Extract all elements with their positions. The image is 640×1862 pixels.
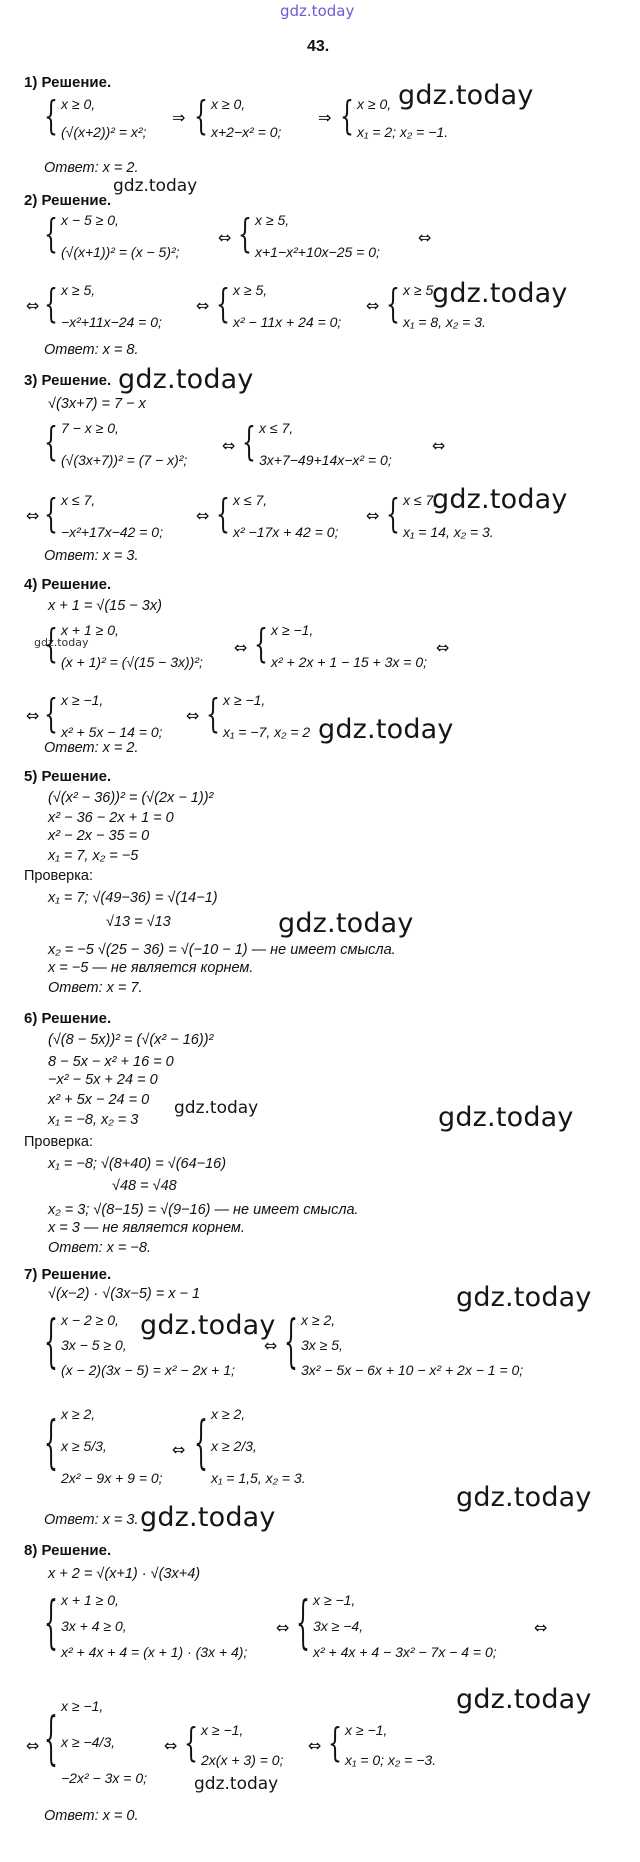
problem-8-answer: Ответ: x = 0. xyxy=(44,1808,139,1824)
problem-5-heading: 5) Решение. xyxy=(24,768,112,785)
problem-6-line: −x² − 5x + 24 = 0 xyxy=(48,1072,158,1088)
problem-6-line: 8 − 5x − x² + 16 = 0 xyxy=(48,1054,174,1070)
problem-5-answer: Ответ: x = 7. xyxy=(48,980,143,996)
watermark: gdz.today xyxy=(113,176,198,196)
watermark: gdz.today xyxy=(398,80,534,111)
problem-3-system-5: { x ≤ 7, x₁ = 14, x₂ = 3. xyxy=(386,492,494,540)
problem-2-system-5: { x ≥ 5, x₁ = 8, x₂ = 3. xyxy=(386,282,486,330)
problem-7-system-4: { x ≥ 2, x ≥ 2/3, x₁ = 1,5, x₂ = 3. xyxy=(194,1406,306,1486)
equiv-arrow: ⇔ xyxy=(26,1736,40,1755)
problem-1-system-2: { x ≥ 0, x+2−x² = 0; xyxy=(194,94,282,140)
problem-4-heading: 4) Решение. xyxy=(24,576,112,593)
equiv-arrow: ⇔ xyxy=(534,1618,548,1637)
problem-2-answer: Ответ: x = 8. xyxy=(44,342,139,358)
problem-8-system-5: { x ≥ −1, x₁ = 0; x₂ = −3. xyxy=(328,1721,437,1768)
equiv-arrow: ⇔ xyxy=(218,228,232,247)
equiv-arrow: ⇔ xyxy=(186,706,200,725)
problem-4-system-4: { x ≥ −1, x₁ = −7, x₂ = 2 xyxy=(206,692,311,740)
problem-1-system-1: { x ≥ 0, (√(x+2))² = x²; xyxy=(44,94,147,140)
problem-1-answer: Ответ: x = 2. xyxy=(44,160,139,176)
problem-3-system-2: { x ≤ 7, 3x+7−49+14x−x² = 0; xyxy=(242,420,392,468)
problem-1-system-3: { x ≥ 0, x₁ = 2; x₂ = −1. xyxy=(340,94,449,140)
watermark: gdz.today xyxy=(194,1774,279,1794)
problem-5-line: (√(x² − 36))² = (√(2x − 1))² xyxy=(48,790,214,806)
page-number: 43. xyxy=(307,38,330,55)
problem-3-answer: Ответ: x = 3. xyxy=(44,548,139,564)
problem-5-line: x² − 36 − 2x + 1 = 0 xyxy=(48,810,174,826)
watermark: gdz.today xyxy=(456,1282,592,1313)
problem-7-equation: √(x−2) · √(3x−5) = x − 1 xyxy=(48,1286,201,1302)
watermark: gdz.today xyxy=(456,1684,592,1715)
problem-3-system-4: { x ≤ 7, x² −17x + 42 = 0; xyxy=(216,492,339,540)
equiv-arrow: ⇔ xyxy=(196,296,210,315)
equiv-arrow: ⇔ xyxy=(264,1336,278,1355)
problem-4-answer: Ответ: x = 2. xyxy=(44,740,139,756)
watermark: gdz.today xyxy=(456,1482,592,1513)
problem-5-line: x² − 2x − 35 = 0 xyxy=(48,828,150,844)
problem-7-answer: Ответ: x = 3. xyxy=(44,1512,139,1528)
watermark: gdz.today xyxy=(278,908,414,939)
problem-3-system-1: { 7 − x ≥ 0, (√(3x+7))² = (7 − x)²; xyxy=(44,420,188,468)
problem-8-equation: x + 2 = √(x+1) · √(3x+4) xyxy=(48,1566,201,1582)
problem-6-line: (√(8 − 5x))² = (√(x² − 16))² xyxy=(48,1032,214,1048)
watermark: gdz.today xyxy=(432,484,568,515)
problem-2-heading: 2) Решение. xyxy=(24,192,112,209)
watermark: gdz.today xyxy=(140,1502,276,1533)
equiv-arrow: ⇔ xyxy=(276,1618,290,1637)
problem-6-line: x² + 5x − 24 = 0 xyxy=(48,1092,150,1108)
implies-arrow: ⇒ xyxy=(172,108,186,127)
problem-3-system-3: { x ≤ 7, −x²+17x−42 = 0; xyxy=(44,492,163,540)
equiv-arrow: ⇔ xyxy=(172,1440,186,1459)
equiv-arrow: ⇔ xyxy=(164,1736,178,1755)
implies-arrow: ⇒ xyxy=(318,108,332,127)
equiv-arrow: ⇔ xyxy=(436,638,450,657)
problem-4-system-3: { x ≥ −1, x² + 5x − 14 = 0; xyxy=(44,692,163,740)
problem-8-system-2: { x ≥ −1, 3x ≥ −4, x² + 4x + 4 − 3x² − 7x − 4 = 0; xyxy=(296,1592,497,1660)
problem-6-check: x₁ = −8; √(8+40) = √(64−16) xyxy=(48,1156,227,1172)
equiv-arrow: ⇔ xyxy=(366,506,380,525)
problem-4-system-1: { x + 1 ≥ 0, (x + 1)² = (√(15 − 3x))²; xyxy=(44,622,203,670)
equiv-arrow: ⇔ xyxy=(432,436,446,455)
problem-3-heading: 3) Решение. xyxy=(24,372,112,389)
watermark: gdz.today xyxy=(318,714,454,745)
problem-6-heading: 6) Решение. xyxy=(24,1010,112,1027)
problem-6-check: x = 3 — не является корнем. xyxy=(48,1220,245,1236)
problem-6-check: √48 = √48 xyxy=(112,1178,177,1194)
watermark: gdz.today xyxy=(174,1098,259,1118)
equiv-arrow: ⇔ xyxy=(26,296,40,315)
equiv-arrow: ⇔ xyxy=(366,296,380,315)
equiv-arrow: ⇔ xyxy=(222,436,236,455)
problem-3-equation: √(3x+7) = 7 − x xyxy=(48,396,146,412)
problem-5-check: x₂ = −5 √(25 − 36) = √(−10 − 1) — не имеет смысла. xyxy=(48,942,396,958)
problem-2-system-2: { x ≥ 5, x+1−x²+10x−25 = 0; xyxy=(238,212,380,260)
problem-7-system-3: { x ≥ 2, x ≥ 5/3, 2x² − 9x + 9 = 0; xyxy=(44,1406,163,1486)
problem-7-heading: 7) Решение. xyxy=(24,1266,112,1283)
problem-8-system-1: { x + 1 ≥ 0, 3x + 4 ≥ 0, x² + 4x + 4 = (x + 1) · (3x + 4); xyxy=(44,1592,248,1660)
watermark: gdz.today xyxy=(34,636,89,649)
problem-7-system-2: { x ≥ 2, 3x ≥ 5, 3x² − 5x − 6x + 10 − x² + 2x − 1 = 0; xyxy=(284,1311,524,1378)
problem-2-system-1: { x − 5 ≥ 0, (√(x+1))² = (x − 5)²; xyxy=(44,212,180,260)
watermark: gdz.today xyxy=(140,1310,276,1341)
watermark: gdz.today xyxy=(432,278,568,309)
equiv-arrow: ⇔ xyxy=(196,506,210,525)
problem-2-system-3: { x ≥ 5, −x²+11x−24 = 0; xyxy=(44,282,162,330)
problem-5-check: x₁ = 7; √(49−36) = √(14−1) xyxy=(48,890,218,906)
problem-5-check: √13 = √13 xyxy=(106,914,171,930)
problem-4-equation: x + 1 = √(15 − 3x) xyxy=(48,598,162,614)
problem-4-system-2: { x ≥ −1, x² + 2x + 1 − 15 + 3x = 0; xyxy=(254,622,428,670)
equiv-arrow: ⇔ xyxy=(308,1736,322,1755)
watermark: gdz.today xyxy=(118,364,254,395)
problem-1-heading: 1) Решение. xyxy=(24,74,112,91)
problem-5-check-label: Проверка: xyxy=(24,868,93,884)
problem-2-system-4: { x ≥ 5, x² − 11x + 24 = 0; xyxy=(216,282,342,330)
equiv-arrow: ⇔ xyxy=(234,638,248,657)
problem-5-line: x₁ = 7, x₂ = −5 xyxy=(48,848,139,864)
problem-6-check-label: Проверка: xyxy=(24,1134,93,1150)
problem-5-check: x = −5 — не является корнем. xyxy=(48,960,254,976)
problem-6-line: x₁ = −8, x₂ = 3 xyxy=(48,1112,139,1128)
equiv-arrow: ⇔ xyxy=(418,228,432,247)
watermark: gdz.today xyxy=(438,1102,574,1133)
equiv-arrow: ⇔ xyxy=(26,706,40,725)
equiv-arrow: ⇔ xyxy=(26,506,40,525)
problem-8-system-4: { x ≥ −1, 2x(x + 3) = 0; xyxy=(184,1721,284,1768)
problem-6-check: x₂ = 3; √(8−15) = √(9−16) — не имеет смысла. xyxy=(48,1202,359,1218)
problem-7-system-1: { x − 2 ≥ 0, 3x − 5 ≥ 0, (x − 2)(3x − 5) = x² − 2x + 1; xyxy=(44,1311,235,1378)
problem-8-heading: 8) Решение. xyxy=(24,1542,112,1559)
problem-6-answer: Ответ: x = −8. xyxy=(48,1240,151,1256)
site-label[interactable]: gdz.today xyxy=(280,2,355,20)
problem-8-system-3: { x ≥ −1, x ≥ −4/3, −2x² − 3x = 0; xyxy=(44,1698,147,1786)
